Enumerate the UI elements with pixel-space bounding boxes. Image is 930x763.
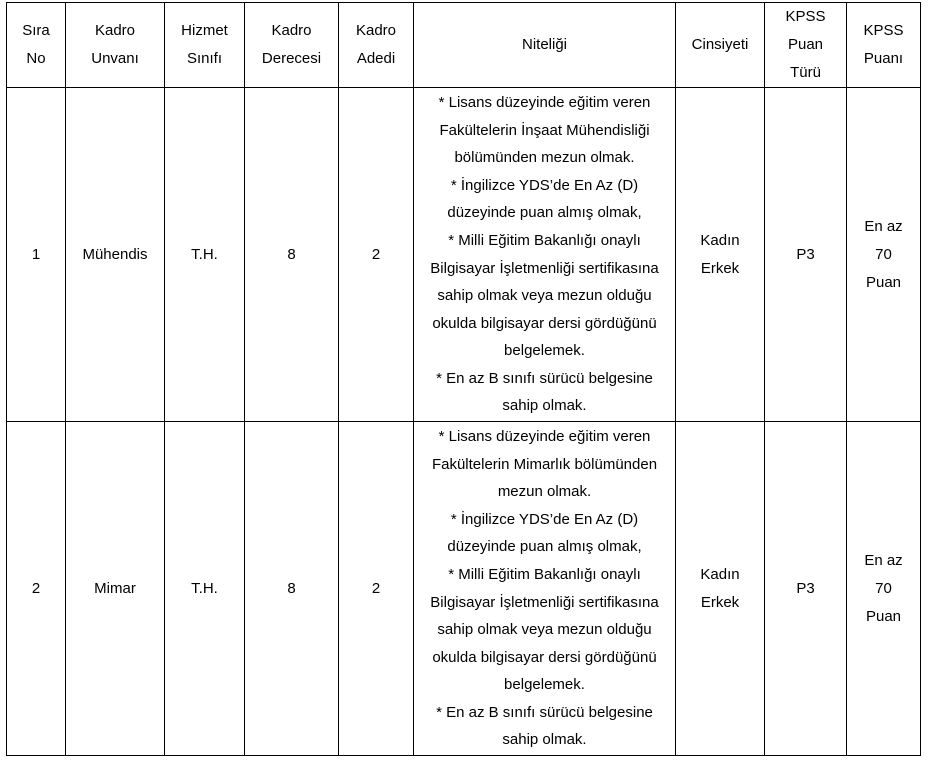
cell-niteligi: * Lisans düzeyinde eğitim veren Fakültelerin İnşaat Mühendisliği bölümünden mezun olmak. * İngilizce YDS’de En Az (D) düzeyinde puan almış olmak, * Milli Eğitim Bakanlığı onaylı Bilgisayar İşletmenliği sertifikasına sahip olmak veya mezun olduğu okulda bilgisayar dersi gördüğünü belgelemek. * En az B sınıfı sürücü belgesine sahip olmak.	[414, 88, 676, 422]
cell-kpss-puani: En az 70 Puan	[847, 88, 921, 422]
cell-kadro-adedi: 2	[339, 422, 414, 756]
table-row	[7, 422, 921, 756]
header-niteligi: Niteliği	[414, 3, 676, 88]
cell-kadro-derecesi: 8	[245, 422, 339, 756]
cell-kpss-puan-turu: P3	[765, 88, 847, 422]
cell-niteligi: * Lisans düzeyinde eğitim veren Fakültelerin Mimarlık bölümünden mezun olmak. * İngilizce YDS’de En Az (D) düzeyinde puan almış olmak, * Milli Eğitim Bakanlığı onaylı Bilgisayar İşletmenliği sertifikasına sahip olmak veya mezun olduğu okulda bilgisayar dersi gördüğünü belgelemek. * En az B sınıfı sürücü belgesine sahip olmak.	[414, 422, 676, 756]
table-row	[7, 88, 921, 422]
cell-kadro-unvani: Mühendis	[66, 88, 165, 422]
header-sira-no: Sıra No	[7, 3, 66, 88]
staff-positions-table	[6, 2, 921, 756]
header-cinsiyeti: Cinsiyeti	[676, 3, 765, 88]
cell-hizmet-sinifi: T.H.	[165, 422, 245, 756]
header-kpss-puani: KPSS Puanı	[847, 3, 921, 88]
cell-kadro-unvani: Mimar	[66, 422, 165, 756]
cell-kadro-derecesi: 8	[245, 88, 339, 422]
cell-kpss-puani: En az 70 Puan	[847, 422, 921, 756]
header-row	[7, 3, 921, 88]
cell-sira-no: 1	[7, 88, 66, 422]
header-kadro-adedi: Kadro Adedi	[339, 3, 414, 88]
header-hizmet-sinifi: Hizmet Sınıfı	[165, 3, 245, 88]
cell-kpss-puan-turu: P3	[765, 422, 847, 756]
cell-cinsiyeti: Kadın Erkek	[676, 422, 765, 756]
cell-sira-no: 2	[7, 422, 66, 756]
cell-hizmet-sinifi: T.H.	[165, 88, 245, 422]
cell-cinsiyeti: Kadın Erkek	[676, 88, 765, 422]
header-kpss-puan-turu: KPSS Puan Türü	[765, 3, 847, 88]
header-kadro-unvani: Kadro Unvanı	[66, 3, 165, 88]
cell-kadro-adedi: 2	[339, 88, 414, 422]
header-kadro-derecesi: Kadro Derecesi	[245, 3, 339, 88]
